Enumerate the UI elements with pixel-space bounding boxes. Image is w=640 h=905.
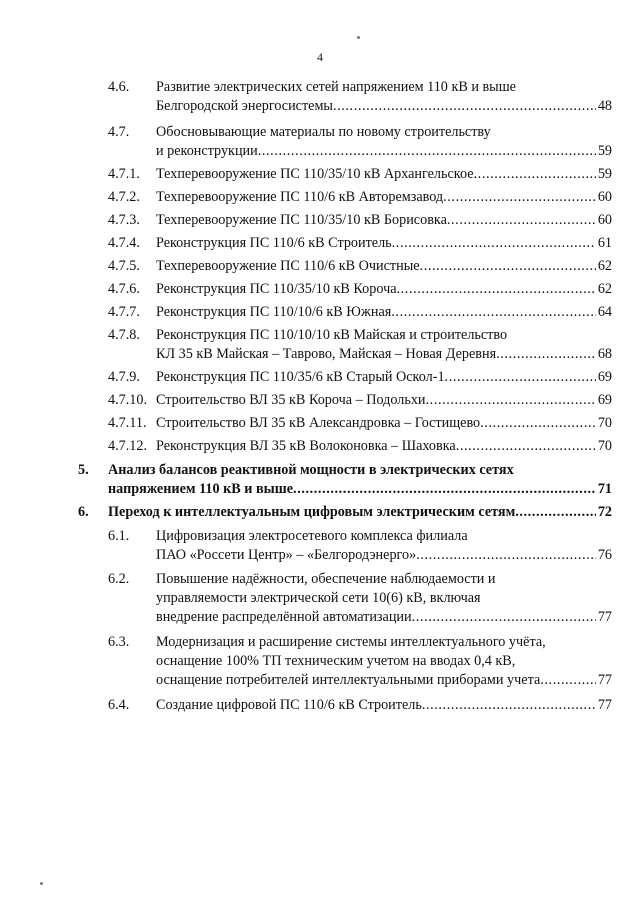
toc-entry xyxy=(74,633,612,690)
dot-leader xyxy=(456,437,596,456)
toc-entry-leader-row xyxy=(156,303,612,322)
scan-speck xyxy=(40,882,43,885)
dot-leader xyxy=(496,345,596,364)
toc-entry-page: 70 xyxy=(597,438,612,454)
toc-entry xyxy=(74,368,612,387)
toc-entry-leader-row xyxy=(156,165,612,184)
toc-entry-title xyxy=(156,570,612,627)
toc-entry-line: напряжением 110 кВ и выше xyxy=(108,481,294,497)
toc-entry-page: 48 xyxy=(597,98,612,114)
toc-entry xyxy=(74,234,612,253)
toc-entry-title xyxy=(156,257,612,276)
toc-entry-line: Обосновывающие материалы по новому строительству xyxy=(156,124,491,140)
toc-entry-line: оснащение 100% ТП техническим учетом на вводах 0,4 кВ, xyxy=(156,653,516,669)
toc-entry-line: Техперевооружение ПС 110/6 кВ Очистные xyxy=(156,258,420,274)
toc-entry-leader-row xyxy=(156,97,612,116)
toc-entry xyxy=(74,570,612,627)
toc-entry-leader-row xyxy=(156,391,612,410)
toc-entry-line: Модернизация и расширение системы интеллектуального учёта, xyxy=(156,634,546,650)
toc-entry-line: КЛ 35 кВ Майская – Таврово, Майская – Новая Деревня xyxy=(156,346,497,362)
dot-leader xyxy=(293,480,596,499)
toc-entry-page: 68 xyxy=(597,346,612,362)
toc-entry-line: Техперевооружение ПС 110/35/10 кВ Борисовка xyxy=(156,212,447,228)
toc-entry-title xyxy=(156,211,612,230)
toc-entry-title xyxy=(108,503,612,522)
toc-entry-line: Белгородской энергосистемы xyxy=(156,98,333,114)
toc-entry-title xyxy=(156,368,612,387)
toc-entry-title xyxy=(108,461,612,499)
toc-entry-line: Развитие электрических сетей напряжением 110 кВ и выше xyxy=(156,79,516,95)
toc-entry xyxy=(74,326,612,364)
toc-entry-leader-row xyxy=(156,142,612,161)
toc-entry-line: Цифровизация электросетевого комплекса филиала xyxy=(156,528,468,544)
toc-entry xyxy=(74,78,612,116)
toc-entry xyxy=(74,696,612,715)
toc-entry-number: 4.7.5. xyxy=(108,258,140,274)
toc-entry-page: 64 xyxy=(597,304,612,320)
toc-entry-page: 61 xyxy=(597,235,612,251)
toc-entry-line: управляемости электрической сети 10(6) кВ, включая xyxy=(156,590,481,606)
toc-entry-leader-row xyxy=(156,696,612,715)
toc-entry-page: 69 xyxy=(597,369,612,385)
toc-entry-number: 6.3. xyxy=(108,634,130,650)
toc-entry-number: 4.7.6. xyxy=(108,281,140,297)
toc-entry-line: Повышение надёжности, обеспечение наблюдаемости и xyxy=(156,571,496,587)
scan-speck xyxy=(357,36,360,39)
toc-entry-line: Реконструкция ПС 110/6 кВ Строитель xyxy=(156,235,392,251)
toc-entry-number: 6.4. xyxy=(108,697,130,713)
toc-entry-page: 71 xyxy=(597,481,612,497)
toc-entry-title xyxy=(156,437,612,456)
toc-entry-line: Реконструкция ПС 110/10/10 кВ Майская и строительство xyxy=(156,327,508,343)
toc-entry-title xyxy=(156,633,612,690)
toc-entry xyxy=(74,391,612,410)
toc-entry-page: 62 xyxy=(597,258,612,274)
toc-entry-page: 77 xyxy=(597,609,612,625)
toc-entry-number: 6.2. xyxy=(108,571,130,587)
page-number: 4 xyxy=(317,50,323,64)
dot-leader xyxy=(420,257,596,276)
toc-entry-number: 4.7.8. xyxy=(108,327,140,343)
toc-entry-page: 69 xyxy=(597,392,612,408)
toc-entry-title xyxy=(156,303,612,322)
toc-entry-leader-row xyxy=(108,480,612,499)
dot-leader xyxy=(392,234,596,253)
dot-leader xyxy=(443,188,596,207)
toc-entry-leader-row xyxy=(156,280,612,299)
toc-entry-title xyxy=(156,527,612,565)
toc-entry-number: 4.7.10. xyxy=(108,392,148,408)
toc-entry-line: и реконструкции xyxy=(156,143,258,159)
toc-entry-number: 6. xyxy=(78,504,89,520)
toc-entry-leader-row xyxy=(156,546,612,565)
toc-entry-number: 4.7.7. xyxy=(108,304,140,320)
toc-entry-line: ПАО «Россети Центр» – «Белгородэнерго» xyxy=(156,547,417,563)
toc-entry-page: 77 xyxy=(597,697,612,713)
toc-entry-page: 59 xyxy=(597,166,612,182)
dot-leader xyxy=(474,165,596,184)
toc-entry-page: 76 xyxy=(597,547,612,563)
toc-entry-line: Создание цифровой ПС 110/6 кВ Строитель xyxy=(156,697,422,713)
toc-entry-leader-row xyxy=(156,257,612,276)
toc-entry xyxy=(74,280,612,299)
toc-entry-line: Строительство ВЛ 35 кВ Александровка – Гостищево xyxy=(156,415,481,431)
dot-leader xyxy=(447,211,596,230)
toc-entry-number: 4.7.3. xyxy=(108,212,140,228)
toc-entry-leader-row xyxy=(108,503,612,522)
toc-entry-title xyxy=(156,123,612,161)
toc-entry-page: 72 xyxy=(597,504,612,520)
toc-entry-leader-row xyxy=(156,608,612,627)
dot-leader xyxy=(540,671,596,690)
toc-entry-line: Техперевооружение ПС 110/35/10 кВ Архангельское xyxy=(156,166,474,182)
toc-entry-number: 5. xyxy=(78,462,89,478)
dot-leader xyxy=(422,696,596,715)
toc-entry-title xyxy=(156,234,612,253)
dot-leader xyxy=(515,503,596,522)
dot-leader xyxy=(480,414,596,433)
toc-entry-title xyxy=(156,188,612,207)
toc-entry-leader-row xyxy=(156,211,612,230)
toc-entry-line: оснащение потребителей интеллектуальными приборами учета xyxy=(156,672,541,688)
toc-entry-line: Реконструкция ВЛ 35 кВ Волоконовка – Шаховка xyxy=(156,438,456,454)
toc-entry-title xyxy=(156,696,612,715)
toc-entry xyxy=(74,257,612,276)
toc-entry-number: 4.7.9. xyxy=(108,369,140,385)
toc-entry xyxy=(74,123,612,161)
toc-entry-title xyxy=(156,391,612,410)
toc-entry-line: Переход к интеллектуальным цифровым электрическим сетям xyxy=(108,504,516,520)
toc-entry-page: 60 xyxy=(597,212,612,228)
toc-entry xyxy=(74,503,612,522)
toc-entry-page: 60 xyxy=(597,189,612,205)
toc-entry xyxy=(74,303,612,322)
dot-leader xyxy=(426,391,596,410)
toc-entry xyxy=(74,461,612,499)
toc-entry-leader-row xyxy=(156,188,612,207)
toc-entry-line: Реконструкция ПС 110/35/10 кВ Короча xyxy=(156,281,397,297)
dot-leader xyxy=(412,608,596,627)
toc-entry xyxy=(74,165,612,184)
toc-entry-page: 77 xyxy=(597,672,612,688)
toc-entry-leader-row xyxy=(156,368,612,387)
toc-entry xyxy=(74,414,612,433)
dot-leader xyxy=(416,546,596,565)
toc-entry-number: 4.7.1. xyxy=(108,166,140,182)
toc-entry-title xyxy=(156,326,612,364)
table-of-contents xyxy=(74,74,612,715)
toc-entry-title xyxy=(156,165,612,184)
toc-entry-number: 4.7.11. xyxy=(108,415,147,431)
toc-entry-title xyxy=(156,280,612,299)
toc-entry-leader-row xyxy=(156,414,612,433)
toc-entry-line: Анализ балансов реактивной мощности в электрических сетях xyxy=(108,462,514,478)
toc-entry-leader-row xyxy=(156,437,612,456)
toc-entry-line: внедрение распределённой автоматизации xyxy=(156,609,412,625)
toc-entry xyxy=(74,188,612,207)
toc-entry-title xyxy=(156,414,612,433)
toc-entry-number: 4.7.4. xyxy=(108,235,140,251)
toc-entry-number: 4.7. xyxy=(108,124,130,140)
dot-leader xyxy=(397,280,596,299)
toc-entry-leader-row xyxy=(156,671,612,690)
toc-entry-page: 59 xyxy=(597,143,612,159)
toc-entry-leader-row xyxy=(156,345,612,364)
toc-entry xyxy=(74,527,612,565)
dot-leader xyxy=(391,303,596,322)
toc-entry-line: Техперевооружение ПС 110/6 кВ Авторемзавод xyxy=(156,189,444,205)
dot-leader xyxy=(258,142,596,161)
toc-entry-number: 4.7.2. xyxy=(108,189,140,205)
toc-entry-title xyxy=(156,78,612,116)
toc-entry-page: 70 xyxy=(597,415,612,431)
toc-entry-line: Реконструкция ПС 110/35/6 кВ Старый Оскол-1 xyxy=(156,369,445,385)
dot-leader xyxy=(445,368,596,387)
toc-entry xyxy=(74,437,612,456)
toc-entry-number: 4.6. xyxy=(108,79,130,95)
toc-entry xyxy=(74,211,612,230)
toc-entry-line: Строительство ВЛ 35 кВ Короча – Подольхи xyxy=(156,392,426,408)
dot-leader xyxy=(333,97,596,116)
toc-entry-number: 6.1. xyxy=(108,528,130,544)
toc-entry-line: Реконструкция ПС 110/10/6 кВ Южная xyxy=(156,304,392,320)
toc-entry-page: 62 xyxy=(597,281,612,297)
toc-entry-number: 4.7.12. xyxy=(108,438,148,454)
toc-entry-leader-row xyxy=(156,234,612,253)
